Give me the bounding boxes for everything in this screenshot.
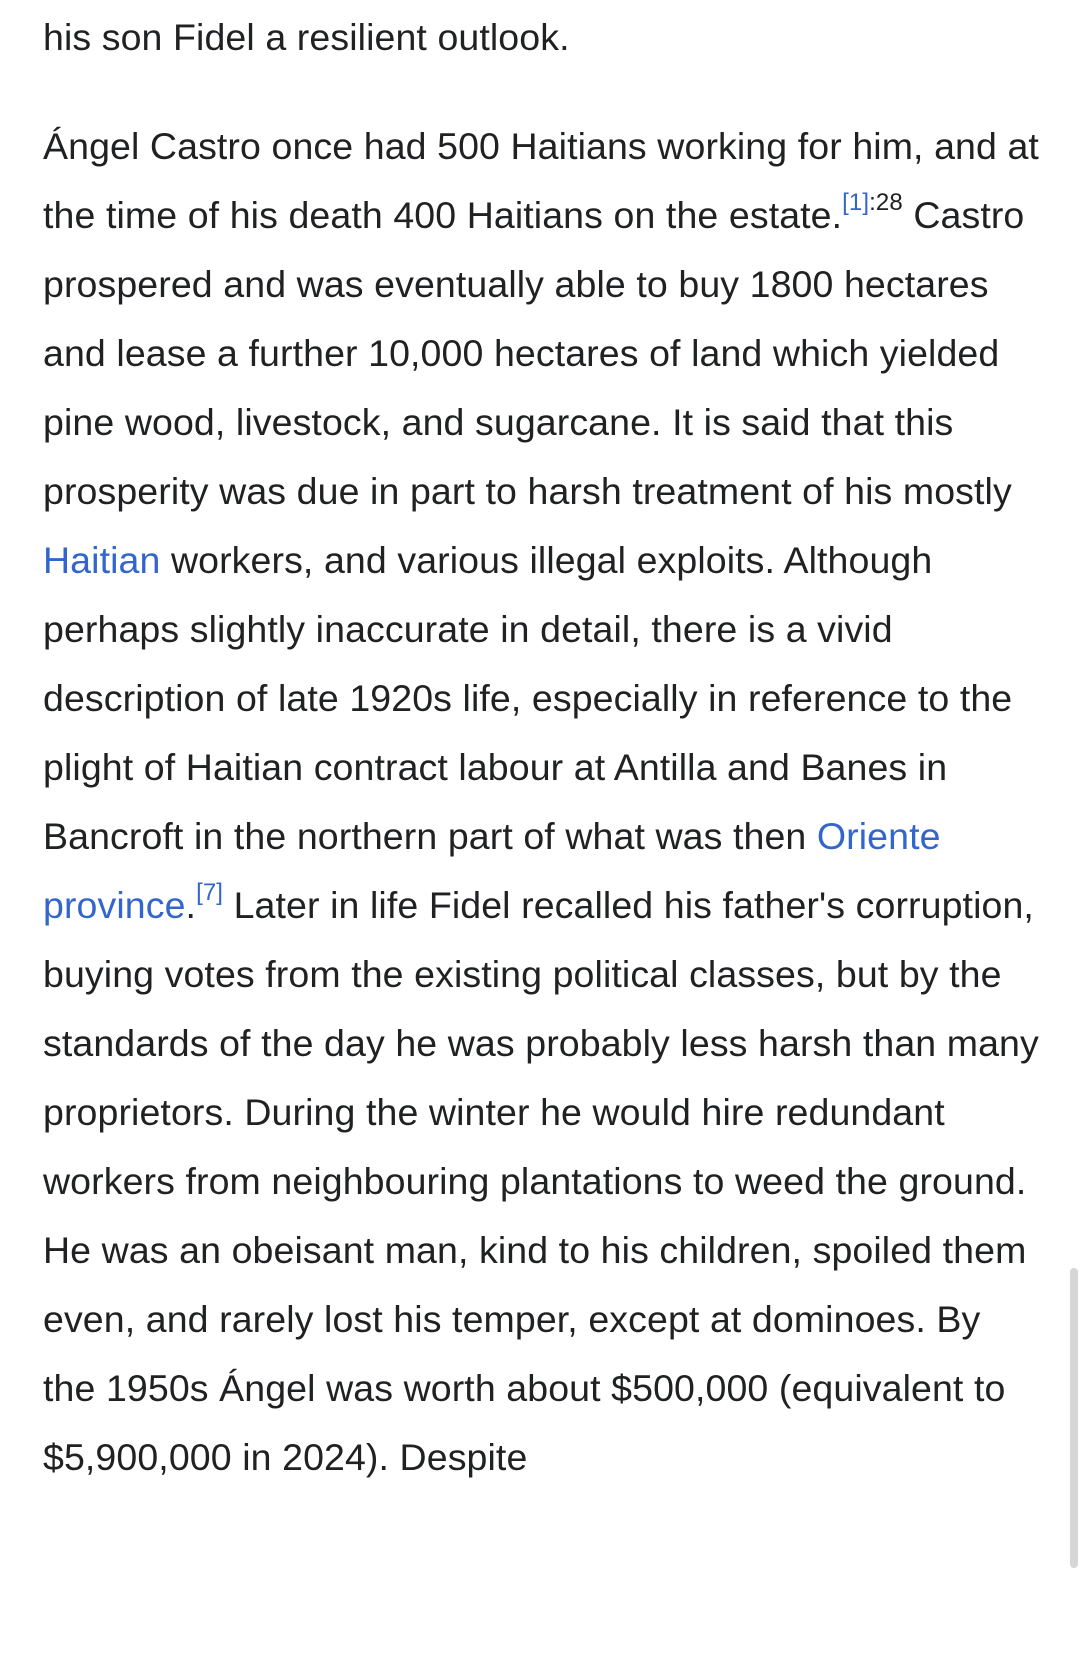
citation-1-link[interactable]: [1] [842,189,870,216]
paragraph-castro-estate [43,112,1043,1492]
paragraph-text: Later in life Fidel recalled his father's corruption, buying votes from the existing political classes, but by the standards of the day he was probably less harsh than many proprietors. During the winter he would hire redundant workers from neighbouring plantations to weed the ground. He was an obeisant man, kind to his children, spoiled them even, and rarely lost his temper, except at dominoes. By the 1950s Ángel was worth about $500,000 (equivalent to $5,900,000 in 2024). Despite [43,884,1039,1478]
paragraph-text: Castro prospered and was eventually able to buy 1800 hectares and lease a further 10,000 hectares of land which yielded pine wood, livestock, and sugarcane. It is said that this prosperity was due in part to harsh treatment of his mostly [43,194,1025,512]
paragraph-text: . [185,884,197,926]
paragraph-text: workers, and various illegal exploits. Although perhaps slightly inaccurate in detail, there is a vivid description of late 1920s life, especially in reference to the plight of Haitian contract labour at Antilla and Banes in Bancroft in the northern part of what was then [43,539,1013,857]
citation-7[interactable]: [7] [196,879,224,906]
citation-1-page: :28 [869,189,903,216]
paragraph-text: his son Fidel a resilient outlook. [43,16,570,58]
link-oriente-province[interactable]: Oriente province [43,815,941,926]
article-body [43,0,1043,1492]
paragraph-tail [43,3,1043,72]
citation-1[interactable] [842,189,903,216]
link-haitian[interactable]: Haitian [43,539,161,581]
paragraph-text: Ángel Castro once had 500 Haitians working for him, and at the time of his death 400 Haitians on the estate. [43,125,1039,236]
scrollbar-thumb[interactable] [1070,1268,1078,1568]
